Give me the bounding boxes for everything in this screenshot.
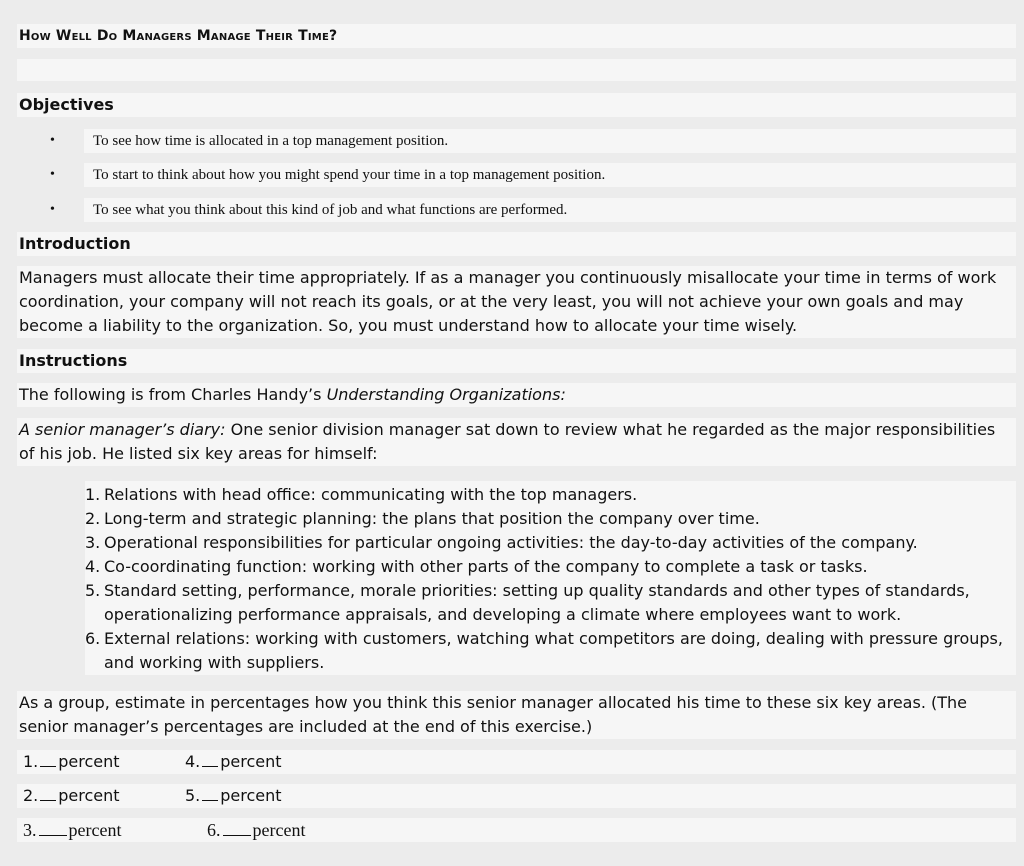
blank-line bbox=[40, 786, 56, 801]
list-item-text: External relations: working with customers, watching what competitors are doing, dealing with pressure groups, and working with suppliers. bbox=[104, 629, 1003, 672]
introduction-paragraph: Managers must allocate their time appropriately. If as a manager you continuously misallocate your time in terms of work coordination, your company will not reach its goals, or at the very least, you will not achieve your own goals and may become a liability to the organization. So, you must understand how to allocate your time wisely. bbox=[17, 266, 1016, 338]
diary-text: One senior division manager sat down to review what he regarded as the major responsibilities of his job. He listed six key areas for himself: bbox=[19, 420, 996, 463]
blank-line bbox=[202, 786, 218, 801]
percent-row bbox=[17, 818, 1016, 842]
list-item-number: 6. bbox=[85, 629, 101, 648]
percent-blank bbox=[23, 750, 120, 774]
percent-blank bbox=[23, 818, 121, 842]
introduction-heading: Introduction bbox=[17, 232, 1016, 256]
instructions-heading: Instructions bbox=[17, 349, 1016, 373]
list-item-number: 1. bbox=[85, 485, 101, 504]
source-line bbox=[17, 383, 1016, 407]
bullet-icon: • bbox=[50, 133, 55, 148]
key-areas-list bbox=[85, 481, 1016, 675]
percent-row bbox=[17, 784, 1016, 808]
list-item-number: 4. bbox=[85, 557, 101, 576]
percent-word: percent bbox=[58, 786, 120, 805]
percent-row bbox=[17, 750, 1016, 774]
source-prefix: The following is from Charles Handy’s bbox=[19, 385, 327, 404]
estimate-paragraph: As a group, estimate in percentages how you think this senior manager allocated his time to these six key areas. (The senior manager’s percentages are included at the end of this exercise.) bbox=[17, 691, 1016, 739]
objective-item: To see what you think about this kind of job and what functions are performed. bbox=[84, 198, 1016, 222]
percent-blank bbox=[185, 784, 282, 808]
page-title: How Well Do Managers Manage Their Time? bbox=[17, 24, 1016, 48]
list-item-text: Long-term and strategic planning: the plans that position the company over time. bbox=[104, 509, 760, 528]
blank-line bbox=[202, 752, 218, 767]
list-item bbox=[85, 531, 1006, 555]
percent-blank bbox=[207, 818, 305, 842]
list-item bbox=[85, 483, 1006, 507]
objectives-heading: Objectives bbox=[17, 93, 1016, 117]
percent-blank bbox=[23, 784, 120, 808]
list-item bbox=[85, 555, 1006, 579]
blank-number: 6. bbox=[207, 820, 221, 840]
percent-word: percent bbox=[58, 752, 120, 771]
objective-item: To see how time is allocated in a top management position. bbox=[84, 129, 1016, 153]
list-item-number: 5. bbox=[85, 581, 101, 600]
blank-number: 5. bbox=[185, 786, 201, 805]
objective-item: To start to think about how you might spend your time in a top management position. bbox=[84, 163, 1016, 187]
blank-number: 3. bbox=[23, 820, 37, 840]
blank-number: 1. bbox=[23, 752, 39, 771]
blank-band bbox=[17, 59, 1016, 81]
list-item-text: Relations with head office: communicating with the top managers. bbox=[104, 485, 638, 504]
blank-line bbox=[40, 752, 56, 767]
percent-word: percent bbox=[220, 752, 282, 771]
blank-line bbox=[39, 821, 67, 836]
blank-line bbox=[223, 821, 251, 836]
percent-blank bbox=[185, 750, 282, 774]
list-item bbox=[85, 507, 1006, 531]
list-item-number: 3. bbox=[85, 533, 101, 552]
diary-paragraph bbox=[17, 418, 1016, 466]
list-item-text: Co-coordinating function: working with other parts of the company to complete a task or tasks. bbox=[104, 557, 868, 576]
percent-word: percent bbox=[68, 820, 122, 840]
source-book-title: Understanding Organizations: bbox=[326, 385, 566, 404]
percent-word: percent bbox=[252, 820, 306, 840]
list-item bbox=[85, 627, 1006, 675]
percent-word: percent bbox=[220, 786, 282, 805]
diary-label: A senior manager’s diary: bbox=[19, 420, 226, 439]
bullet-icon: • bbox=[50, 167, 55, 182]
list-item-number: 2. bbox=[85, 509, 101, 528]
blank-number: 2. bbox=[23, 786, 39, 805]
bullet-icon: • bbox=[50, 202, 55, 217]
list-item-text: Standard setting, performance, morale priorities: setting up quality standards and other types of standards, operationalizing performance appraisals, and developing a climate where employees want to work. bbox=[104, 581, 970, 624]
blank-number: 4. bbox=[185, 752, 201, 771]
list-item-text: Operational responsibilities for particular ongoing activities: the day-to-day activities of the company. bbox=[104, 533, 918, 552]
list-item bbox=[85, 579, 1006, 627]
